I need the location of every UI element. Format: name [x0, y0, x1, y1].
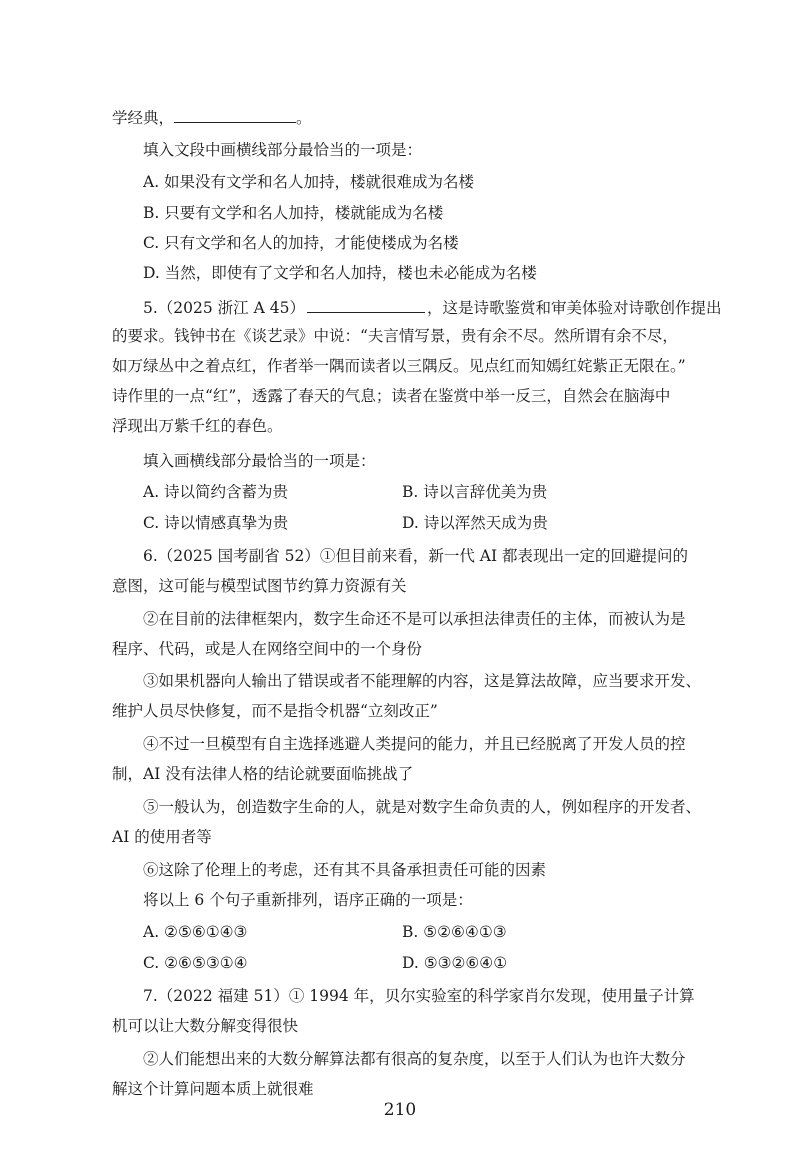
q7-s1-line-2: 机可以让大数分解变得很快	[112, 1017, 299, 1035]
q6-s1-line-2: 意图，这可能与模型试图节约算力资源有关	[112, 577, 407, 595]
q7-s2-line-2: 解这个计算问题本质上就很难	[112, 1080, 314, 1098]
q7-s1-text: ① 1994 年，贝尔实验室的科学家肖尔发现，使用量子计算	[288, 987, 695, 1005]
answer-blank	[307, 296, 425, 313]
q4-option-c: C. 只有文学和名人的加持，才能使楼成为名楼	[143, 234, 459, 252]
q6-s1-text: ①但目前来看，新一代 AI 都表现出一定的回避提问的	[319, 547, 689, 565]
q7-source: （2022 福建 51）	[157, 987, 289, 1005]
q5-option-c: C. 诗以情感真挚为贵	[143, 514, 289, 532]
q6-option-c: C. ②⑥⑤③①④	[143, 954, 248, 972]
q6-s3-line-2: 维护人员尽快修复，而不是指令机器“立刻改正”	[112, 702, 438, 720]
q7-number: 7.	[143, 987, 158, 1005]
q6-s2-line-1: ②在目前的法律框架内，数字生命还不是可以承担法律责任的主体，而被认为是	[143, 610, 686, 628]
q5-line-5: 浮现出万紫千红的春色。	[112, 417, 283, 435]
q6-s6: ⑥这除了伦理上的考虑，还有其不具备承担责任可能的因素	[143, 861, 547, 879]
q4-option-d: D. 当然，即使有了文学和名人加持，楼也未必能成为名楼	[143, 264, 537, 282]
q6-option-b: B. ⑤②⑥④①③	[402, 923, 507, 941]
q5-line-4: 诗作里的一点“红”，透露了春天的气息；读者在鉴赏中举一反三，自然会在脑海中	[112, 387, 671, 405]
page-number: 210	[383, 1100, 417, 1120]
q6-s5-line-2: AI 的使用者等	[112, 828, 212, 846]
q5-number: 5.	[143, 299, 158, 317]
q6-line-1	[143, 546, 688, 566]
q6-s4-line-1: ④不过一旦模型有自主选择逃避人类提问的能力，并且已经脱离了开发人员的控	[143, 735, 686, 753]
q5-line-3: 如万绿丛中之着点红，作者举一隅而读者以三隅反。见点红而知嫣红姹紫正无限在。”	[112, 357, 686, 375]
q5-line-1	[143, 296, 721, 318]
q5-instruction: 填入画横线部分最恰当的一项是：	[143, 452, 376, 470]
q4-option-a: A. 如果没有文学和名人加持，楼就很难成为名楼	[143, 173, 475, 191]
q6-source: （2025 国考副省 52）	[157, 547, 320, 565]
q6-instruction: 将以上 6 个句子重新排列，语序正确的一项是：	[143, 891, 473, 909]
q5-line1-text: ，这是诗歌鉴赏和审美体验对诗歌创作提出	[426, 299, 722, 317]
q6-number: 6.	[143, 547, 158, 565]
q6-option-a: A. ②⑤⑥①④③	[143, 923, 248, 941]
q4-cont-text: 学经典，	[112, 109, 175, 127]
q6-option-d: D. ⑤③②⑥④①	[402, 954, 508, 972]
q6-s2-line-2: 程序、代码，或是人在网络空间中的一个身份	[112, 640, 423, 658]
q7-line-1	[143, 986, 695, 1006]
q4-continuation	[112, 106, 312, 128]
q5-source: （2025 浙江 A 45）	[157, 299, 305, 317]
q6-s5-line-1: ⑤一般认为，创造数字生命的人，就是对数字生命负责的人，例如程序的开发者、	[143, 798, 702, 816]
q4-option-b: B. 只要有文学和名人加持，楼就能成为名楼	[143, 204, 444, 222]
q6-s4-line-2: 制，AI 没有法律人格的结论就要面临挑战了	[112, 765, 414, 783]
q7-s2-line-1: ②人们能想出来的大数分解算法都有很高的复杂度，以至于人们认为也许大数分	[143, 1050, 686, 1068]
q4-instruction: 填入文段中画横线部分最恰当的一项是：	[143, 141, 423, 159]
q5-option-b: B. 诗以言辞优美为贵	[402, 483, 548, 501]
q6-s3-line-1: ③如果机器向人输出了错误或者不能理解的内容，这是算法故障，应当要求开发、	[143, 672, 702, 690]
q5-line-2: 的要求。钱钟书在《谈艺录》中说：“夫言情写景，贵有余不尽。然所谓有余不尽，	[112, 327, 678, 345]
q4-cont-end: 。	[296, 109, 312, 127]
answer-blank	[174, 106, 296, 123]
q5-option-a: A. 诗以简约含蓄为贵	[143, 483, 289, 501]
q5-option-d: D. 诗以浑然天成为贵	[402, 514, 548, 532]
